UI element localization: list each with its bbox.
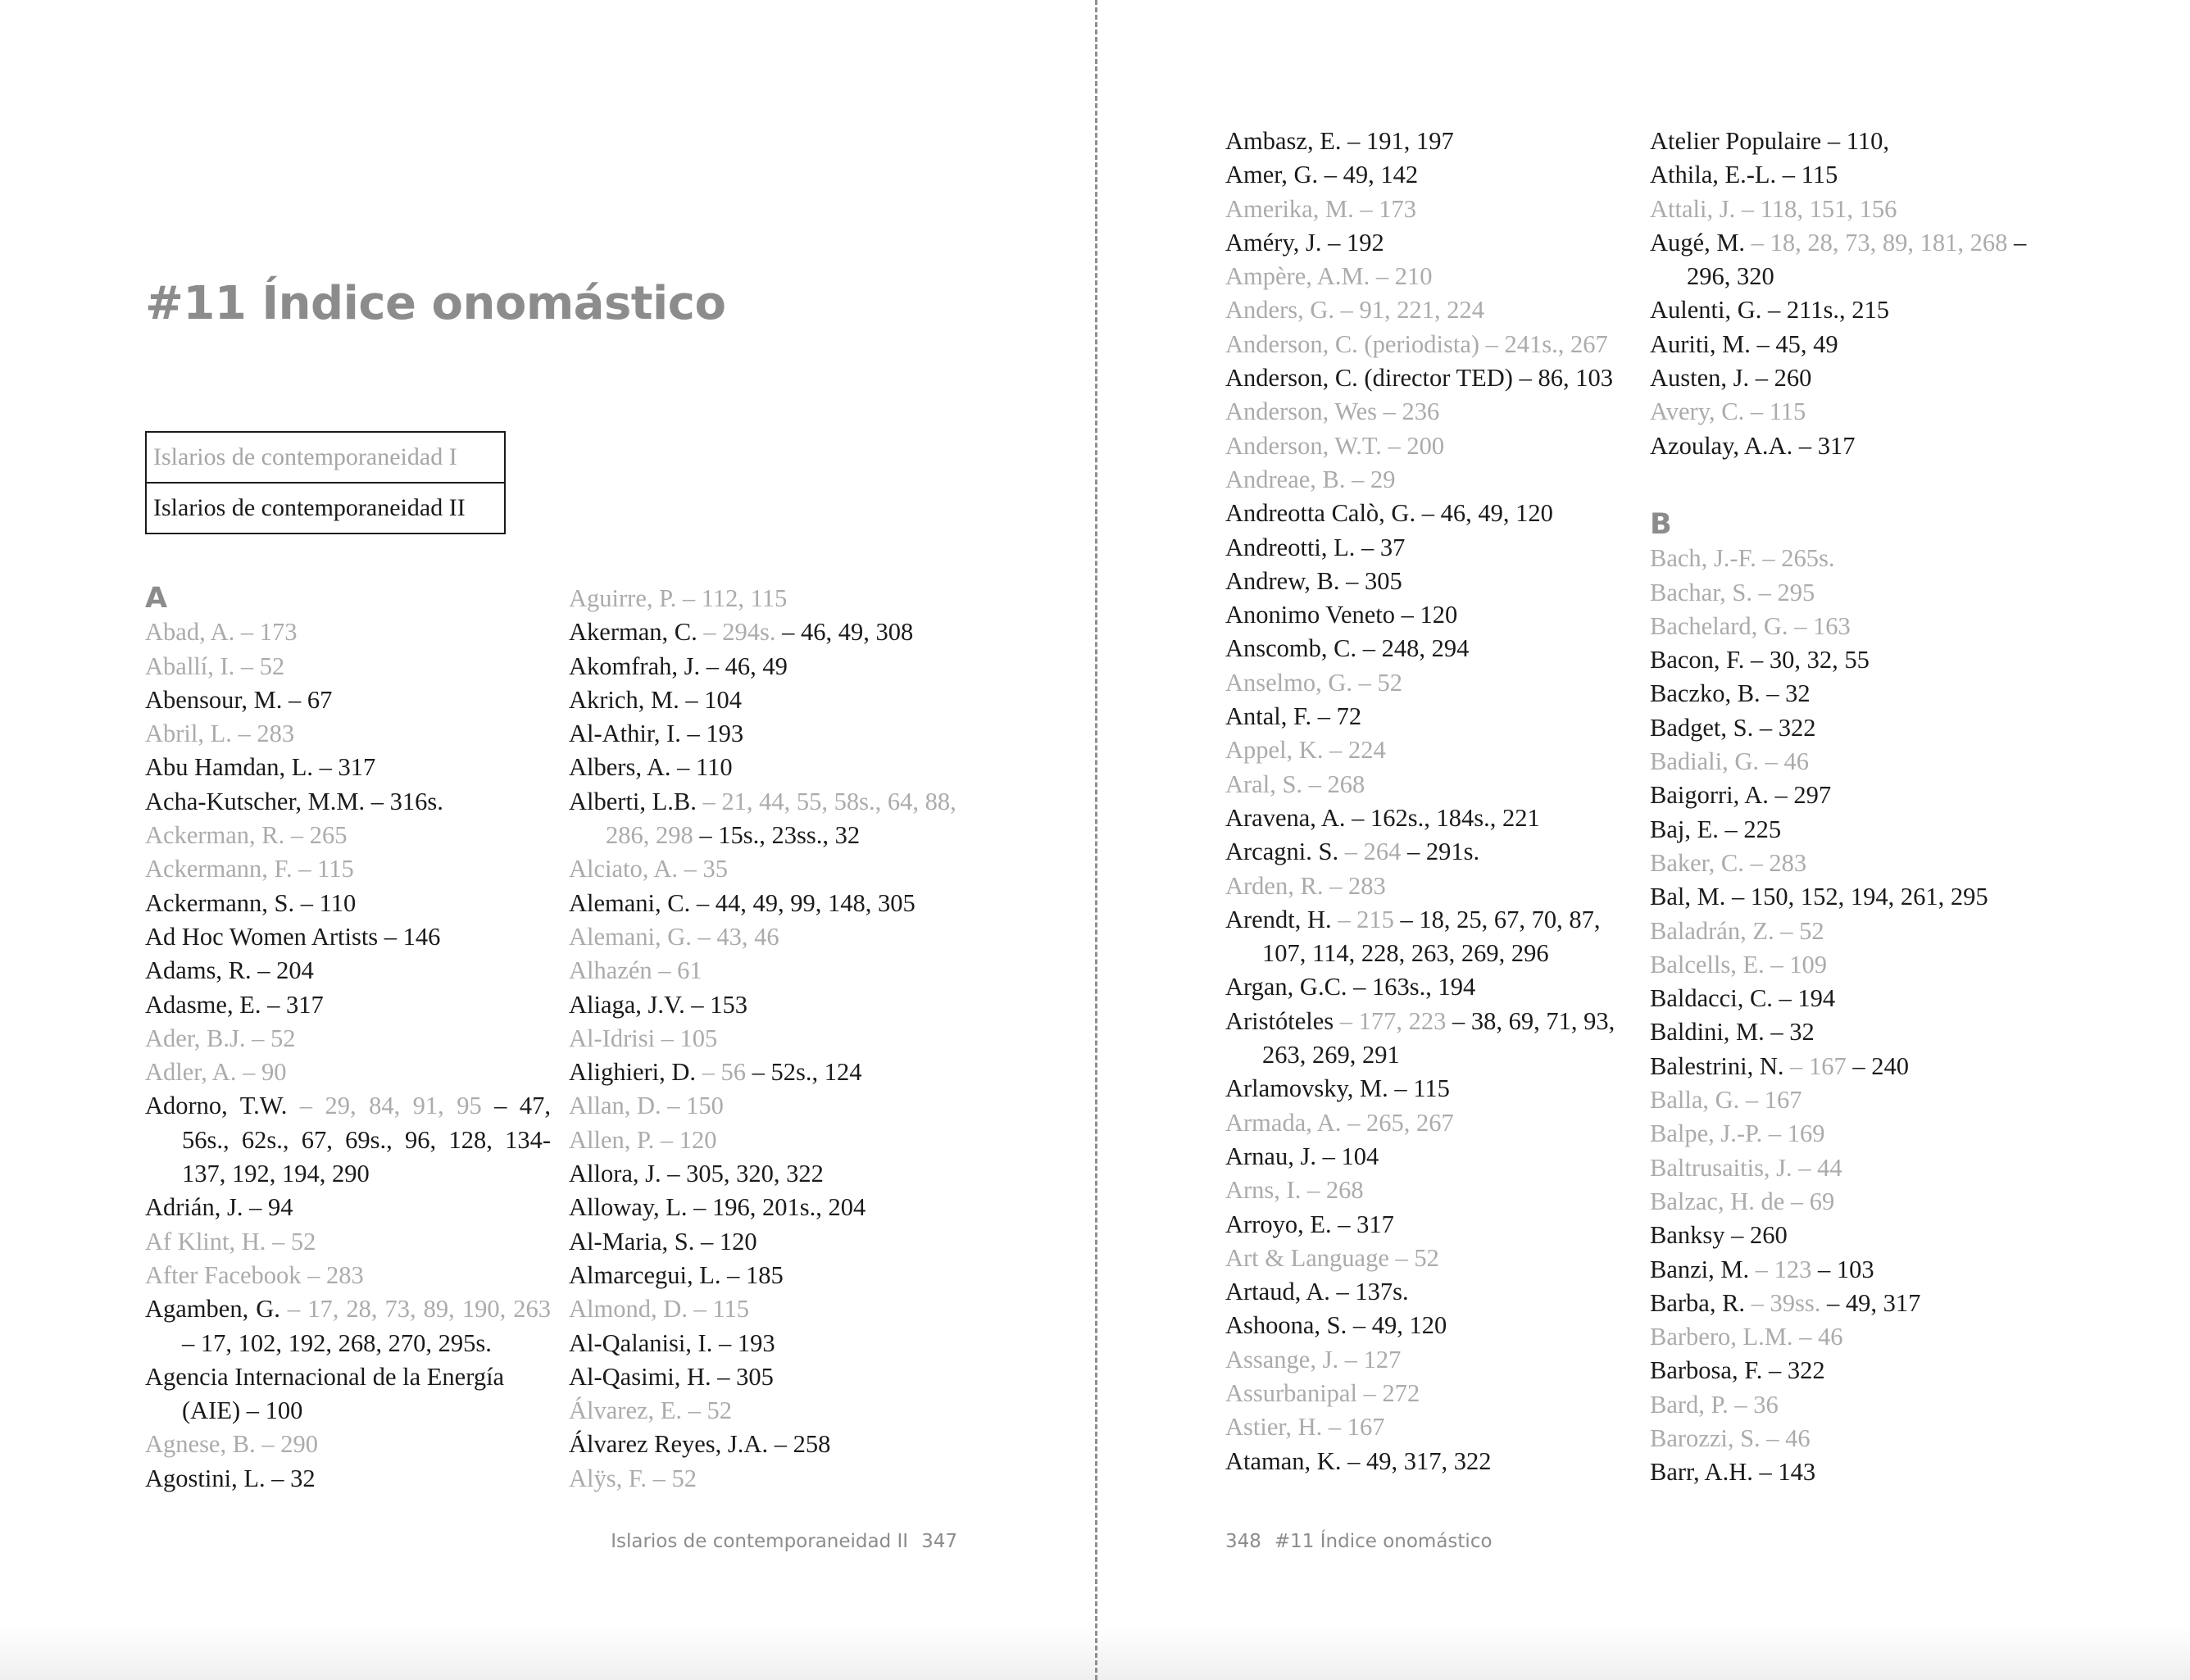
index-entry: Austen, J. – 260 [1650, 364, 1812, 393]
index-entry: Baker, C. – 283 [1650, 848, 1807, 877]
index-entry: Auriti, M. – 45, 49 [1650, 329, 1838, 358]
index-entry: Baigorri, A. – 297 [1650, 781, 1832, 810]
left-page-footer [604, 1531, 964, 1552]
index-entry: Anonimo Veneto – 120 [1225, 601, 1458, 629]
index-entry: Baczko, B. – 32 [1650, 679, 1811, 708]
index-entry: Allen, P. – 120 [569, 1125, 717, 1154]
index-entry: Aral, S. – 268 [1225, 770, 1365, 798]
index-entry: Amer, G. – 49, 142 [1225, 161, 1419, 189]
index-entry: Arnau, J. – 104 [1225, 1142, 1379, 1170]
section-letter: B [1650, 507, 1672, 541]
index-entry: After Facebook – 283 [145, 1260, 364, 1289]
index-entry: Andrew, B. – 305 [1225, 566, 1402, 595]
index-entry: Ashoona, S. – 49, 120 [1225, 1311, 1447, 1340]
entry-text: – 103 [1811, 1255, 1874, 1283]
right-page-footer [1219, 1531, 1499, 1552]
running-title: Islarios de contemporaneidad II [611, 1531, 909, 1552]
index-entry: Aravena, A. – 162s., 184s., 221 [1225, 803, 1540, 832]
index-entry: Almarcegui, L. – 185 [569, 1260, 784, 1289]
index-column-2 [569, 582, 975, 1496]
index-entry [1225, 903, 1631, 971]
index-entry: Alloway, L. – 196, 201s., 204 [569, 1193, 866, 1222]
index-entry: Badget, S. – 322 [1650, 713, 1816, 742]
entry-pages-vol1: – 29, 84, 91, 95 [299, 1092, 482, 1120]
index-column-4 [1650, 125, 2056, 1490]
entry-text: Arcagni. S. [1225, 838, 1345, 866]
index-entry: Arlamovsky, M. – 115 [1225, 1074, 1450, 1103]
index-entry: Adler, A. – 90 [145, 1058, 287, 1087]
volume-selector-box [145, 431, 506, 534]
index-entry: Alemani, C. – 44, 49, 99, 148, 305 [569, 888, 916, 917]
index-entry: Aulenti, G. – 211s., 215 [1650, 296, 1889, 325]
index-entry: Abril, L. – 283 [145, 720, 295, 748]
entry-text: Barba, R. [1650, 1288, 1752, 1317]
index-entry: Balzac, H. de – 69 [1650, 1187, 1835, 1215]
index-entry: Ampère, A.M. – 210 [1225, 262, 1433, 291]
index-entry: Anderson, W.T. – 200 [1225, 431, 1445, 460]
volume-option-2[interactable]: Islarios de contemporaneidad II [147, 482, 504, 533]
index-column-1 [145, 582, 551, 1496]
index-entry: Anderson, Wes – 236 [1225, 397, 1440, 426]
entry-text: Alberti, L.B. [569, 787, 703, 815]
index-entry: Albers, A. – 110 [569, 753, 733, 782]
index-entry: Arden, R. – 283 [1225, 871, 1386, 900]
index-entry: Akrich, M. – 104 [569, 685, 742, 714]
entry-text: Arendt, H. [1225, 905, 1338, 933]
entry-text: – 291s. [1401, 838, 1480, 866]
index-entry: Agencia Internacional de la Energía (AIE) – 100 [145, 1362, 505, 1425]
section-gap [1650, 463, 2056, 508]
page-number: 348 [1225, 1531, 1261, 1552]
index-entry: Abad, A. – 173 [145, 618, 298, 647]
index-entry: Bacon, F. – 30, 32, 55 [1650, 646, 1870, 674]
index-entry: Al-Idrisi – 105 [569, 1024, 718, 1052]
index-entry: Anders, G. – 91, 221, 224 [1225, 296, 1484, 325]
index-entry: Avery, C. – 115 [1650, 397, 1806, 426]
entry-pages-vol1: – 39ss. [1751, 1288, 1821, 1317]
index-entry [145, 1292, 551, 1360]
index-entry: Adrián, J. – 94 [145, 1193, 293, 1222]
entry-pages-vol1: – 21, 44, 55, 58s., 64, 88, 286, 298 [606, 787, 956, 850]
entry-text: – 47, 56s., 62s., 67, 69s., 96, 128, 134-137, 192, 194, 290 [182, 1092, 551, 1188]
entry-text: – 38, 69, 71, 93, 263, 269, 291 [1262, 1006, 1615, 1069]
entry-text: Banzi, M. [1650, 1255, 1756, 1283]
index-entry: Baldini, M. – 32 [1650, 1018, 1815, 1047]
index-entry: Artaud, A. – 137s. [1225, 1278, 1409, 1306]
index-entry: Acha-Kutscher, M.M. – 316s. [145, 787, 443, 815]
index-entry: Barbosa, F. – 322 [1650, 1356, 1825, 1385]
index-entry: Barr, A.H. – 143 [1650, 1458, 1816, 1487]
entry-text: – 49, 317 [1820, 1288, 1921, 1317]
index-entry: Bach, J.-F. – 265s. [1650, 544, 1835, 573]
index-entry: Ataman, K. – 49, 317, 322 [1225, 1446, 1492, 1475]
index-entry: Bachelard, G. – 163 [1650, 611, 1851, 640]
index-entry: Bard, P. – 36 [1650, 1390, 1779, 1419]
entry-pages-vol1: – 56 [702, 1058, 747, 1087]
entry-text: Balestrini, N. [1650, 1051, 1791, 1080]
entry-text: Augé, M. [1650, 228, 1752, 257]
page-title: #11 Índice onomástico [145, 277, 726, 330]
index-entry: Al-Qalanisi, I. – 193 [569, 1328, 775, 1357]
index-entry [1225, 835, 1631, 869]
index-entry: Andreotta Calò, G. – 46, 49, 120 [1225, 499, 1553, 528]
index-entry: Attali, J. – 118, 151, 156 [1650, 194, 1897, 223]
index-entry [1650, 226, 2056, 294]
running-title: #11 Índice onomástico [1274, 1531, 1493, 1552]
index-entry: Ader, B.J. – 52 [145, 1024, 296, 1052]
index-entry: Athila, E.-L. – 115 [1650, 161, 1838, 189]
entry-text: Adorno, T.W. [145, 1092, 300, 1120]
index-entry: Azoulay, A.A. – 317 [1650, 431, 1856, 460]
index-entry: Baltrusaitis, J. – 44 [1650, 1153, 1842, 1182]
index-entry: Balpe, J.-P. – 169 [1650, 1119, 1825, 1148]
index-entry: Baj, E. – 225 [1650, 815, 1782, 843]
index-entry: Améry, J. – 192 [1225, 228, 1384, 257]
index-entry: Art & Language – 52 [1225, 1243, 1439, 1272]
index-entry: Anderson, C. (periodista) – 241s., 267 [1225, 329, 1608, 358]
index-entry: Balla, G. – 167 [1650, 1086, 1802, 1115]
entry-pages-vol1: – 17, 28, 73, 89, 190, 263 [287, 1295, 551, 1324]
index-entry: Álvarez Reyes, J.A. – 258 [569, 1430, 831, 1459]
index-entry: Al-Qasimi, H. – 305 [569, 1362, 774, 1391]
page-number: 347 [921, 1531, 957, 1552]
index-entry: Alhazén – 61 [569, 956, 702, 985]
section-letter: A [145, 582, 168, 615]
index-entry [145, 1089, 551, 1191]
index-entry [1650, 1253, 2056, 1287]
index-entry: Bachar, S. – 295 [1650, 578, 1815, 606]
entry-text: – 18, 25, 67, 70, 87, 107, 114, 228, 263, 269, 296 [1262, 905, 1601, 968]
index-entry: Ackerman, R. – 265 [145, 821, 348, 850]
index-entry: Allan, D. – 150 [569, 1092, 724, 1120]
index-entry: Anderson, C. (director TED) – 86, 103 [1225, 364, 1613, 393]
index-entry: Al-Athir, I. – 193 [569, 720, 744, 748]
index-entry: Alemani, G. – 43, 46 [569, 922, 779, 951]
index-entry: Amerika, M. – 173 [1225, 194, 1416, 223]
index-entry: Armada, A. – 265, 267 [1225, 1108, 1454, 1137]
entry-text: Akerman, C. [569, 618, 704, 647]
index-entry [569, 785, 975, 853]
entry-text: Alighieri, D. [569, 1058, 702, 1087]
index-entry: Balcells, E. – 109 [1650, 950, 1828, 978]
index-entry [1225, 1005, 1631, 1073]
volume-option-1[interactable]: Islarios de contemporaneidad I [153, 443, 457, 470]
index-entry [1650, 1050, 2056, 1083]
index-entry: Ad Hoc Women Artists – 146 [145, 922, 441, 951]
index-entry: Af Klint, H. – 52 [145, 1227, 316, 1255]
index-entry: Akomfrah, J. – 46, 49 [569, 652, 788, 680]
index-entry: Barozzi, S. – 46 [1650, 1423, 1811, 1452]
index-entry: Andreotti, L. – 37 [1225, 533, 1406, 561]
entry-pages-vol1: – 18, 28, 73, 89, 181, 268 [1751, 228, 2008, 257]
index-entry [569, 1056, 975, 1089]
entry-text: – 15s., 23ss., 32 [693, 821, 861, 850]
index-entry: Agnese, B. – 290 [145, 1430, 318, 1459]
index-entry: Almond, D. – 115 [569, 1295, 749, 1324]
entry-text: – 17, 102, 192, 268, 270, 295s. [182, 1328, 492, 1357]
index-entry: Badiali, G. – 46 [1650, 747, 1809, 776]
index-entry: Assurbanipal – 272 [1225, 1378, 1420, 1407]
index-entry: Antal, F. – 72 [1225, 702, 1362, 731]
index-entry: Abu Hamdan, L. – 317 [145, 753, 376, 782]
index-entry: Adasme, E. – 317 [145, 990, 324, 1019]
index-entry: Ackermann, S. – 110 [145, 888, 357, 917]
index-entry: Argan, G.C. – 163s., 194 [1225, 973, 1476, 1001]
index-entry: Appel, K. – 224 [1225, 736, 1386, 765]
index-entry: Aballí, I. – 52 [145, 652, 285, 680]
index-entry: Alÿs, F. – 52 [569, 1464, 697, 1492]
index-entry: Baldacci, C. – 194 [1650, 984, 1836, 1013]
index-entry: Assange, J. – 127 [1225, 1345, 1402, 1374]
entry-pages-vol1: – 167 [1790, 1051, 1847, 1080]
entry-text: Agamben, G. [145, 1295, 288, 1324]
entry-pages-vol1: – 294s. [703, 618, 776, 647]
index-entry: Álvarez, E. – 52 [569, 1396, 733, 1425]
entry-pages-vol1: – 215 [1338, 905, 1394, 933]
entry-text: – 240 [1846, 1051, 1909, 1080]
index-entry: Aliaga, J.V. – 153 [569, 990, 748, 1019]
page-spine-divider [1095, 0, 1097, 1680]
index-entry: Barbero, L.M. – 46 [1650, 1323, 1843, 1351]
index-entry: Ackermann, F. – 115 [145, 855, 354, 883]
index-entry: Ambasz, E. – 191, 197 [1225, 127, 1454, 155]
entry-pages-vol1: – 177, 223 [1339, 1006, 1447, 1035]
index-entry: Al-Maria, S. – 120 [569, 1227, 757, 1255]
entry-pages-vol1: – 123 [1755, 1255, 1812, 1283]
index-entry: Arns, I. – 268 [1225, 1176, 1364, 1205]
index-entry: Allora, J. – 305, 320, 322 [569, 1160, 824, 1188]
index-entry: Astier, H. – 167 [1225, 1413, 1385, 1442]
entry-pages-vol1: – 264 [1344, 838, 1402, 866]
index-entry: Anselmo, G. – 52 [1225, 668, 1403, 697]
index-entry [1650, 1287, 2056, 1320]
index-entry: Banksy – 260 [1650, 1221, 1788, 1250]
index-entry: Arroyo, E. – 317 [1225, 1210, 1394, 1238]
index-entry: Atelier Populaire – 110, [1650, 127, 1889, 155]
index-entry [569, 615, 975, 649]
index-column-3 [1225, 125, 1631, 1478]
index-entry: Bal, M. – 150, 152, 194, 261, 295 [1650, 883, 1988, 911]
index-entry: Adams, R. – 204 [145, 956, 314, 985]
index-entry: Anscomb, C. – 248, 294 [1225, 634, 1470, 663]
index-entry: Andreae, B. – 29 [1225, 465, 1396, 493]
entry-text: – 296, 320 [1687, 228, 2027, 291]
index-entry: Agostini, L. – 32 [145, 1464, 316, 1492]
index-entry: Alciato, A. – 35 [569, 855, 728, 883]
entry-text: Aristóteles [1225, 1006, 1340, 1035]
index-entry: Aguirre, P. – 112, 115 [569, 584, 788, 612]
index-entry: Abensour, M. – 67 [145, 685, 333, 714]
entry-text: – 52s., 124 [746, 1058, 862, 1087]
entry-text: – 46, 49, 308 [775, 618, 914, 647]
index-entry: Baladrán, Z. – 52 [1650, 916, 1824, 945]
